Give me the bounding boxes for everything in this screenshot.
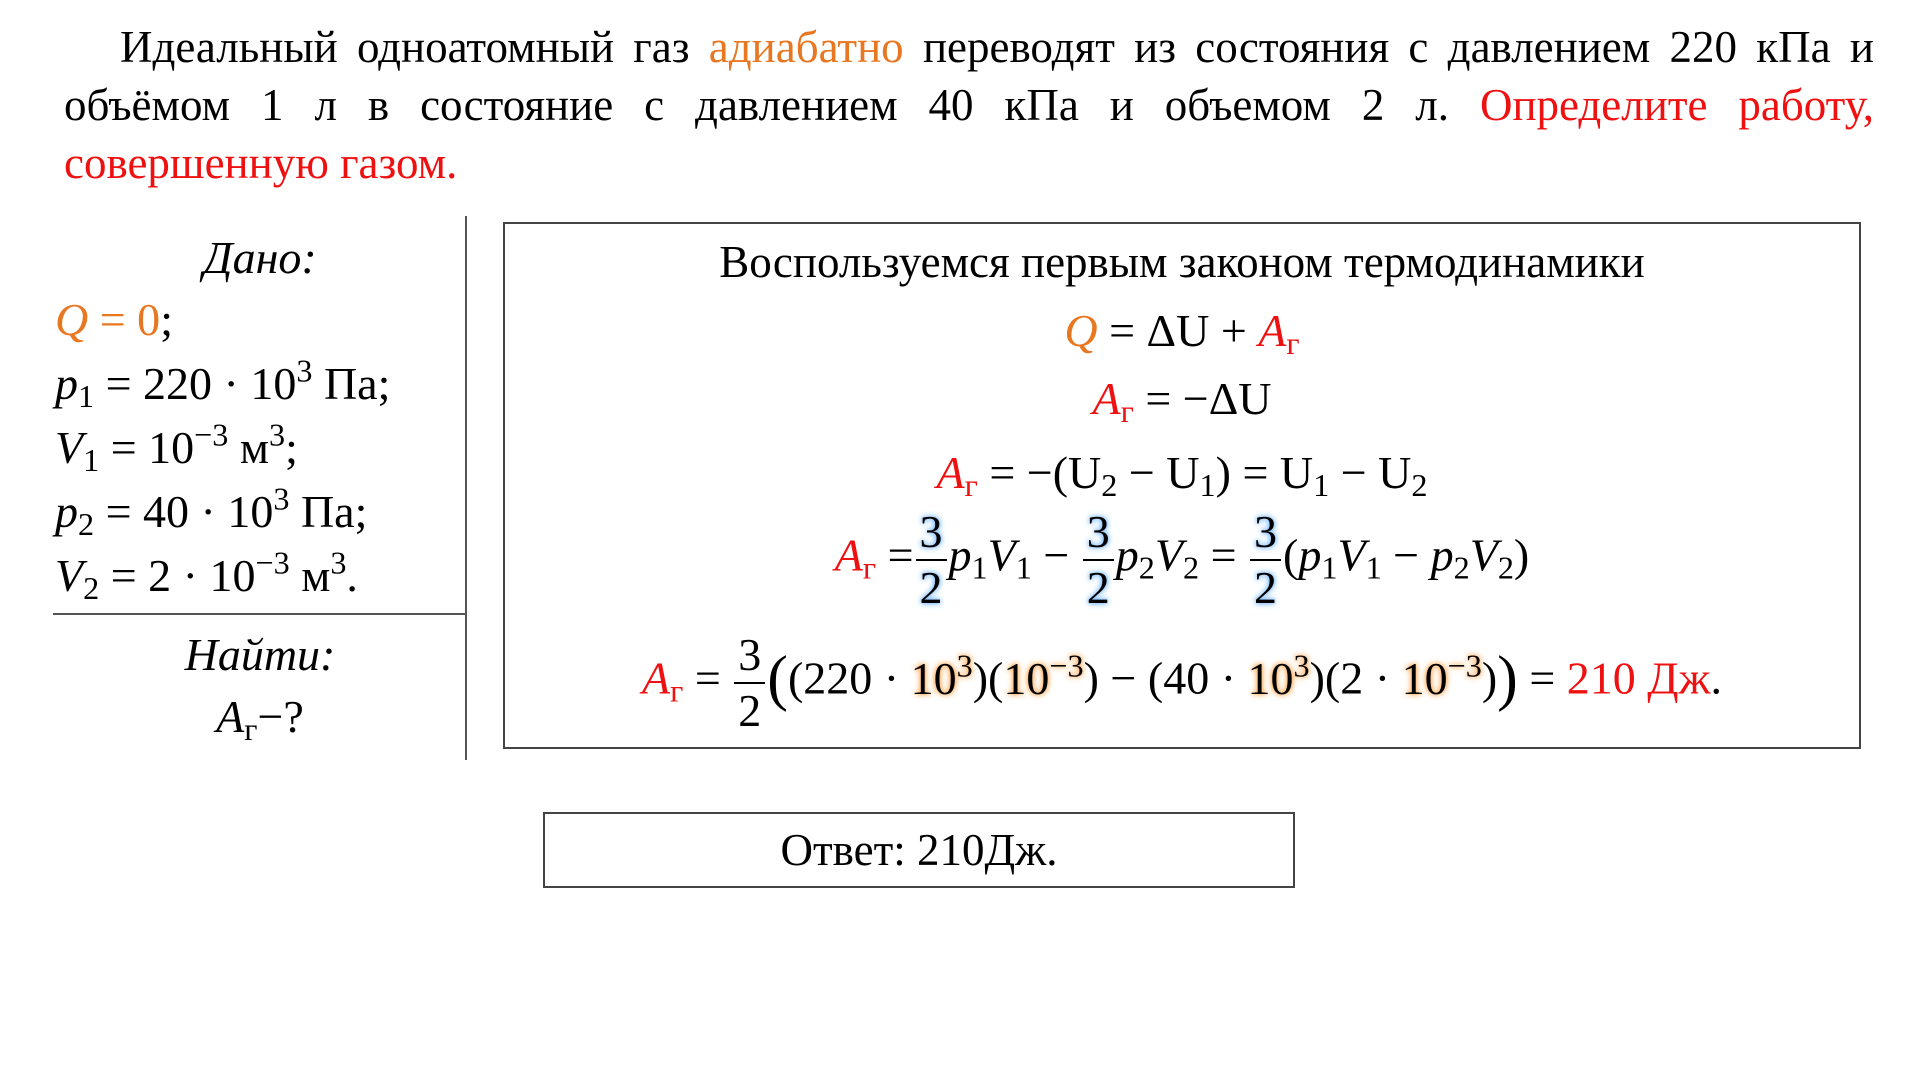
solution-heading: Воспользуемся первым законом термодинамики: [719, 237, 1645, 287]
result-value: 210 Дж: [1566, 652, 1711, 704]
equation-energy-difference: $A_г = -(U_2 - U_1) = U_1 - U_2$: [936, 447, 1428, 504]
given-p2-line: $p_2 = 40 \cdot 10^3$ Па;: [55, 480, 368, 543]
fraction-three-halves: $\frac{3}{2}$: [1083, 509, 1114, 611]
answer-box: Ответ: 210Дж.: [543, 812, 1295, 888]
find-unknown: $A_г-$?: [216, 691, 304, 748]
power-of-ten: $10^{-3}$: [1401, 646, 1482, 704]
fraction-three-halves: $\frac{3}{2}$: [1250, 509, 1281, 611]
given-vertical-divider: [465, 216, 467, 760]
power-of-ten: $10^3$: [1247, 646, 1310, 704]
solution-box: [503, 222, 1861, 749]
equation-numeric-result: $A_г$ = $\frac{3}{2}$ $((220 \cdot 10^3)(10^{-3}) - (40 \cdot 10^3)(2 \cdot 10^{-3})) = 210$ Дж.: [642, 629, 1722, 736]
given-q-line: Q = 0;: [55, 294, 173, 345]
fraction-three-halves: $\frac{3}{2}$: [916, 509, 947, 611]
power-of-ten: $10^3$: [910, 646, 973, 704]
given-heading: Дано:: [203, 232, 317, 283]
equation-first-law: $Q = \Delta U + A_г$: [1064, 305, 1300, 362]
problem-question: Определите работу, совершенную газом.: [64, 80, 1874, 188]
equation-work-pv: $A_г$ = $\frac{3}{2}$ $p_1V_1$ − $\frac{3}{2}$ $p_2V_2$ = $\frac{3}{2}$ $(p_1V_1 - p_2V_2)$: [834, 506, 1530, 613]
find-heading: Найти:: [184, 629, 336, 680]
problem-text-1: Идеальный одноатомный газ: [120, 22, 709, 72]
given-p1-line: $p_1 = 220 \cdot 10^3$ Па;: [55, 352, 391, 415]
given-v2-line: $V_2 = 2 \cdot 10^{-3}$ $м^3$.: [55, 544, 358, 607]
find-section: [55, 624, 465, 748]
fraction-three-halves: $\frac{3}{2}$: [734, 632, 765, 734]
given-section: [55, 228, 465, 608]
problem-highlight-adiabatic: адиабатно: [708, 22, 904, 72]
given-v1-line: $V_1 = 10^{-3}$ $м^3$;: [55, 416, 298, 479]
power-of-ten: $10^{-3}$: [1003, 646, 1084, 704]
problem-text-2: переводят из состояния с давлением 220 кПа и объёмом 1 л в состояние с давлением 40 кПа и объемом 2 л.: [64, 22, 1875, 130]
problem-statement: [64, 18, 1874, 192]
given-horizontal-divider: [53, 613, 465, 615]
equation-work-minus-du: $A_г = -\Delta U$: [1092, 373, 1272, 430]
